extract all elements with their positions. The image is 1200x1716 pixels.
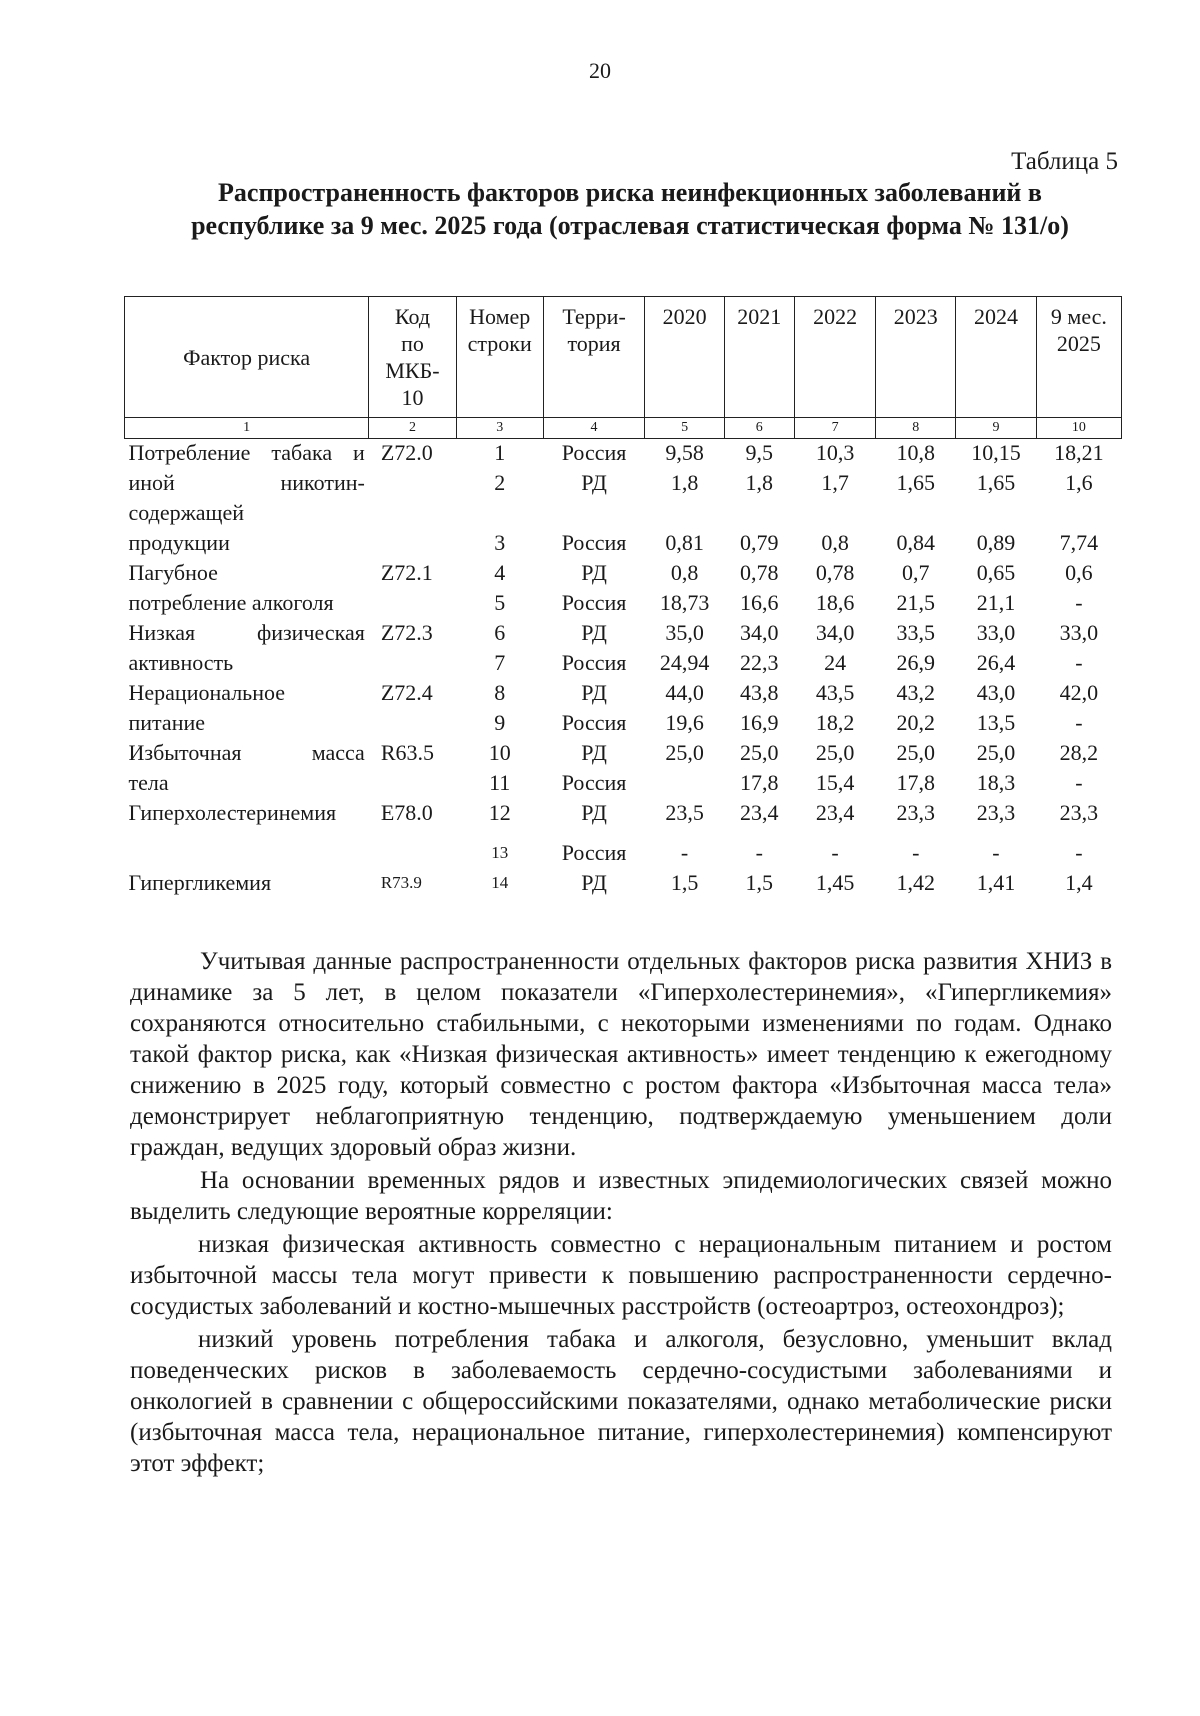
table-header-row (125, 297, 1122, 418)
paragraph: низкий уровень потребления табака и алкоголя, безусловно, уменьшит вклад поведенческих рисков в заболеваемость сердечно-сосудистыми заболеваниями и онкологией в сравнении с общероссийскими показателями, однако метаболические риски (избыточная масса тела, нерациональное питание, гиперхолестеринемия) компенсируют этот эффект; (130, 1326, 1112, 1477)
value-cell: 10,3 (815, 440, 855, 465)
header-2023: 2023 (876, 297, 956, 418)
header-factor: Фактор риска (125, 297, 369, 418)
factor-cell: активность (128, 650, 234, 675)
row-number-cell (456, 499, 543, 529)
value-cell: 43,0 (976, 680, 1016, 705)
value-cell: 23,3 (896, 800, 936, 825)
value-cell: - (755, 840, 763, 865)
value-cell: 25,0 (740, 740, 779, 765)
row-number-cell: 9 (494, 710, 506, 735)
table-row (125, 679, 1122, 709)
factor-cell: иной никотин- (128, 470, 365, 495)
value-cell (645, 499, 725, 529)
table-row (125, 469, 1122, 499)
value-cell: 9,5 (745, 440, 774, 465)
header-code: Код по МКБ- 10 (369, 297, 456, 418)
value-cell: 23,5 (665, 800, 704, 825)
table-row (125, 799, 1122, 839)
risk-factor-table (124, 296, 1122, 899)
value-cell: 0,8 (821, 530, 849, 555)
value-cell: - (1075, 590, 1083, 615)
value-cell: - (992, 840, 1000, 865)
header-territory: Терри- тория (543, 297, 644, 418)
code-cell (369, 469, 456, 499)
value-cell: 33,0 (1059, 620, 1099, 645)
factor-cell: Нерациональное (128, 680, 286, 705)
value-cell: 20,2 (896, 710, 936, 735)
value-cell: 1,6 (1065, 470, 1093, 495)
code-cell (369, 769, 456, 799)
territory-cell (543, 499, 644, 529)
value-cell: 0,84 (896, 530, 936, 555)
value-cell: 0,65 (976, 560, 1016, 585)
value-cell: 24 (824, 650, 847, 675)
value-cell: 17,8 (740, 770, 779, 795)
value-cell: 10,8 (896, 440, 936, 465)
value-cell: 9,58 (665, 440, 704, 465)
value-cell: 0,78 (740, 560, 779, 585)
table-row (125, 649, 1122, 679)
column-number: 5 (645, 418, 725, 439)
column-number: 2 (369, 418, 456, 439)
value-cell: 23,3 (1059, 800, 1099, 825)
column-number: 10 (1036, 418, 1121, 439)
code-cell (369, 529, 456, 559)
territory-cell: Россия (561, 590, 627, 615)
territory-cell: РД (581, 740, 607, 765)
table-row (125, 559, 1122, 589)
header-2021: 2021 (724, 297, 794, 418)
value-cell: 43,5 (815, 680, 855, 705)
value-cell: 43,8 (740, 680, 779, 705)
value-cell: 23,3 (976, 800, 1016, 825)
page-title (140, 176, 1120, 242)
column-number: 3 (456, 418, 543, 439)
value-cell: 16,9 (740, 710, 779, 735)
value-cell: 21,1 (976, 590, 1016, 615)
value-cell: 33,0 (976, 620, 1016, 645)
value-cell: 0,78 (815, 560, 855, 585)
value-cell: 10,15 (971, 440, 1021, 465)
factor-cell: Гиперхолестеринемия (128, 800, 337, 825)
value-cell: 18,3 (976, 770, 1016, 795)
value-cell: 0,7 (902, 560, 930, 585)
row-number-cell: 2 (494, 470, 506, 495)
code-cell (369, 709, 456, 739)
table-row (125, 439, 1122, 470)
territory-cell: Россия (561, 440, 627, 465)
column-number-row (125, 418, 1122, 439)
row-number-cell: 12 (488, 800, 511, 825)
value-cell: - (1075, 770, 1083, 795)
factor-cell: содержащей (128, 500, 245, 525)
row-number-cell: 11 (489, 770, 511, 795)
value-cell: 17,8 (896, 770, 936, 795)
value-cell: 22,3 (740, 650, 779, 675)
value-cell (956, 499, 1037, 529)
value-cell: 18,73 (659, 590, 710, 615)
value-cell: - (1075, 650, 1083, 675)
header-2020: 2020 (645, 297, 725, 418)
value-cell: 1,42 (896, 870, 936, 895)
column-number: 7 (794, 418, 876, 439)
header-2024: 2024 (956, 297, 1037, 418)
row-number-cell: 5 (494, 590, 506, 615)
body-text (130, 946, 1112, 1481)
header-2022: 2022 (794, 297, 876, 418)
column-number: 6 (724, 418, 794, 439)
row-number-cell: 13 (491, 843, 509, 862)
value-cell: 0,79 (740, 530, 779, 555)
code-cell: Z72.4 (380, 680, 433, 705)
table-body (125, 439, 1122, 900)
header-row-number: Номер строки (456, 297, 543, 418)
value-cell: 25,0 (976, 740, 1016, 765)
value-cell: 18,21 (1054, 440, 1104, 465)
code-cell (369, 589, 456, 619)
value-cell: 25,0 (815, 740, 855, 765)
code-cell (369, 839, 456, 869)
table-row (125, 529, 1122, 559)
title-line-1: Распространенность факторов риска неинфекционных заболеваний в (218, 178, 1042, 207)
value-cell: 1,45 (815, 870, 855, 895)
value-cell: - (912, 840, 920, 865)
paragraph: Учитывая данные распространенности отдельных факторов риска развития ХНИЗ в динамике за 5 лет, в целом показатели «Гиперхолестеринемия», «Гипергликемия» сохраняются относительно стабильными, с некоторыми изменениями по годам. Однако такой фактор риска, как «Низкая физическая активность» имеет тенденцию к ежегодному снижению в 2025 году, который совместно с ростом фактора «Избыточная масса тела» демонстрирует неблагоприятную тенденцию, подтверждаемую уменьшением доли граждан, ведущих здоровый образ жизни. (130, 948, 1112, 1161)
value-cell: 25,0 (896, 740, 936, 765)
factor-cell: питание (128, 710, 206, 735)
value-cell: 0,8 (670, 560, 699, 585)
value-cell: 23,4 (740, 800, 779, 825)
value-cell: 34,0 (740, 620, 779, 645)
value-cell: 7,74 (1059, 530, 1099, 555)
value-cell (724, 499, 794, 529)
code-cell (369, 499, 456, 529)
value-cell: 23,4 (815, 800, 855, 825)
value-cell: 1,5 (670, 870, 699, 895)
table-row (125, 739, 1122, 769)
column-number: 9 (956, 418, 1037, 439)
column-number: 4 (543, 418, 644, 439)
row-number-cell: 14 (491, 873, 509, 892)
column-number: 8 (876, 418, 956, 439)
value-cell: 1,4 (1065, 870, 1093, 895)
value-cell: 19,6 (665, 710, 704, 735)
value-cell (645, 769, 725, 799)
territory-cell: РД (581, 470, 607, 495)
value-cell (1036, 499, 1121, 529)
value-cell: 34,0 (815, 620, 855, 645)
value-cell: 0,89 (976, 530, 1016, 555)
row-number-cell: 7 (494, 650, 506, 675)
column-number: 1 (125, 418, 369, 439)
paragraph: На основании временных рядов и известных эпидемиологических связей можно выделить следующие вероятные корреляции: (130, 1167, 1112, 1225)
value-cell: 1,8 (745, 470, 774, 495)
factor-cell: Пагубное (128, 560, 218, 585)
code-cell: Z72.3 (380, 620, 433, 645)
territory-cell: РД (581, 560, 607, 585)
table-row (125, 499, 1122, 529)
territory-cell: Россия (561, 530, 627, 555)
row-number-cell: 1 (494, 440, 506, 465)
value-cell: 21,5 (896, 590, 936, 615)
value-cell: 1,7 (821, 470, 849, 495)
value-cell: - (680, 840, 689, 865)
value-cell: 25,0 (665, 740, 704, 765)
table-row (125, 769, 1122, 799)
territory-cell: РД (581, 620, 607, 645)
factor-cell: тела (128, 770, 169, 795)
value-cell: 44,0 (665, 680, 704, 705)
row-number-cell: 10 (488, 740, 511, 765)
value-cell: 35,0 (665, 620, 704, 645)
value-cell: 26,4 (976, 650, 1016, 675)
value-cell: 0,81 (665, 530, 704, 555)
value-cell: - (831, 840, 839, 865)
code-cell (369, 649, 456, 679)
factor-cell: Низкая физическая (128, 620, 365, 645)
value-cell: 1,65 (896, 470, 936, 495)
value-cell: 43,2 (896, 680, 936, 705)
code-cell: R73.9 (380, 873, 422, 892)
table-row (125, 619, 1122, 649)
value-cell: 15,4 (815, 770, 855, 795)
row-number-cell: 8 (494, 680, 506, 705)
row-number-cell: 6 (494, 620, 506, 645)
factor-cell: Гипергликемия (128, 870, 272, 895)
factor-cell: Потребление табака и (128, 440, 365, 465)
territory-cell: Россия (561, 840, 627, 865)
value-cell: 13,5 (976, 710, 1016, 735)
territory-cell: Россия (561, 650, 627, 675)
code-cell: Z72.1 (380, 560, 433, 585)
factor-cell: Избыточная масса (128, 740, 365, 765)
territory-cell: Россия (561, 770, 627, 795)
value-cell: 1,41 (976, 870, 1016, 895)
value-cell: 0,6 (1065, 560, 1093, 585)
territory-cell: РД (581, 680, 607, 705)
value-cell: 24,94 (659, 650, 710, 675)
factor-cell (125, 839, 369, 869)
code-cell: R63.5 (380, 740, 435, 765)
code-cell: Z72.0 (380, 440, 433, 465)
territory-cell: РД (581, 800, 607, 825)
value-cell: 26,9 (896, 650, 936, 675)
table-row (125, 589, 1122, 619)
header-9m-2025: 9 мес. 2025 (1036, 297, 1121, 418)
table-row (125, 709, 1122, 739)
page-number: 20 (589, 58, 611, 83)
paragraph: низкая физическая активность совместно с нерациональным питанием и ростом избыточной массы тела могут привести к повышению распространенности сердечно-сосудистых заболеваний и костно-мышечных расстройств (остеоартроз, остеохондроз); (130, 1231, 1112, 1320)
territory-cell: РД (581, 870, 607, 895)
table-row (125, 869, 1122, 899)
territory-cell: Россия (561, 710, 627, 735)
row-number-cell: 3 (494, 530, 506, 555)
value-cell: 1,5 (745, 870, 774, 895)
factor-cell: продукции (128, 530, 230, 555)
value-cell: - (1075, 710, 1083, 735)
value-cell: 16,6 (740, 590, 779, 615)
code-cell: E78.0 (380, 800, 433, 825)
value-cell: - (1075, 840, 1083, 865)
table-row (125, 839, 1122, 869)
row-number-cell: 4 (494, 560, 506, 585)
value-cell: 28,2 (1059, 740, 1099, 765)
factor-cell: потребление алкоголя (128, 590, 334, 615)
value-cell: 18,2 (815, 710, 855, 735)
title-line-2: республике за 9 мес. 2025 года (отраслевая статистическая форма № 131/о) (191, 211, 1069, 240)
value-cell: 1,65 (976, 470, 1016, 495)
value-cell (876, 499, 956, 529)
value-cell: 42,0 (1059, 680, 1099, 705)
value-cell (794, 499, 876, 529)
value-cell: 18,6 (815, 590, 855, 615)
value-cell: 33,5 (896, 620, 936, 645)
value-cell: 1,8 (670, 470, 699, 495)
table-label: Таблица 5 (1011, 148, 1118, 175)
